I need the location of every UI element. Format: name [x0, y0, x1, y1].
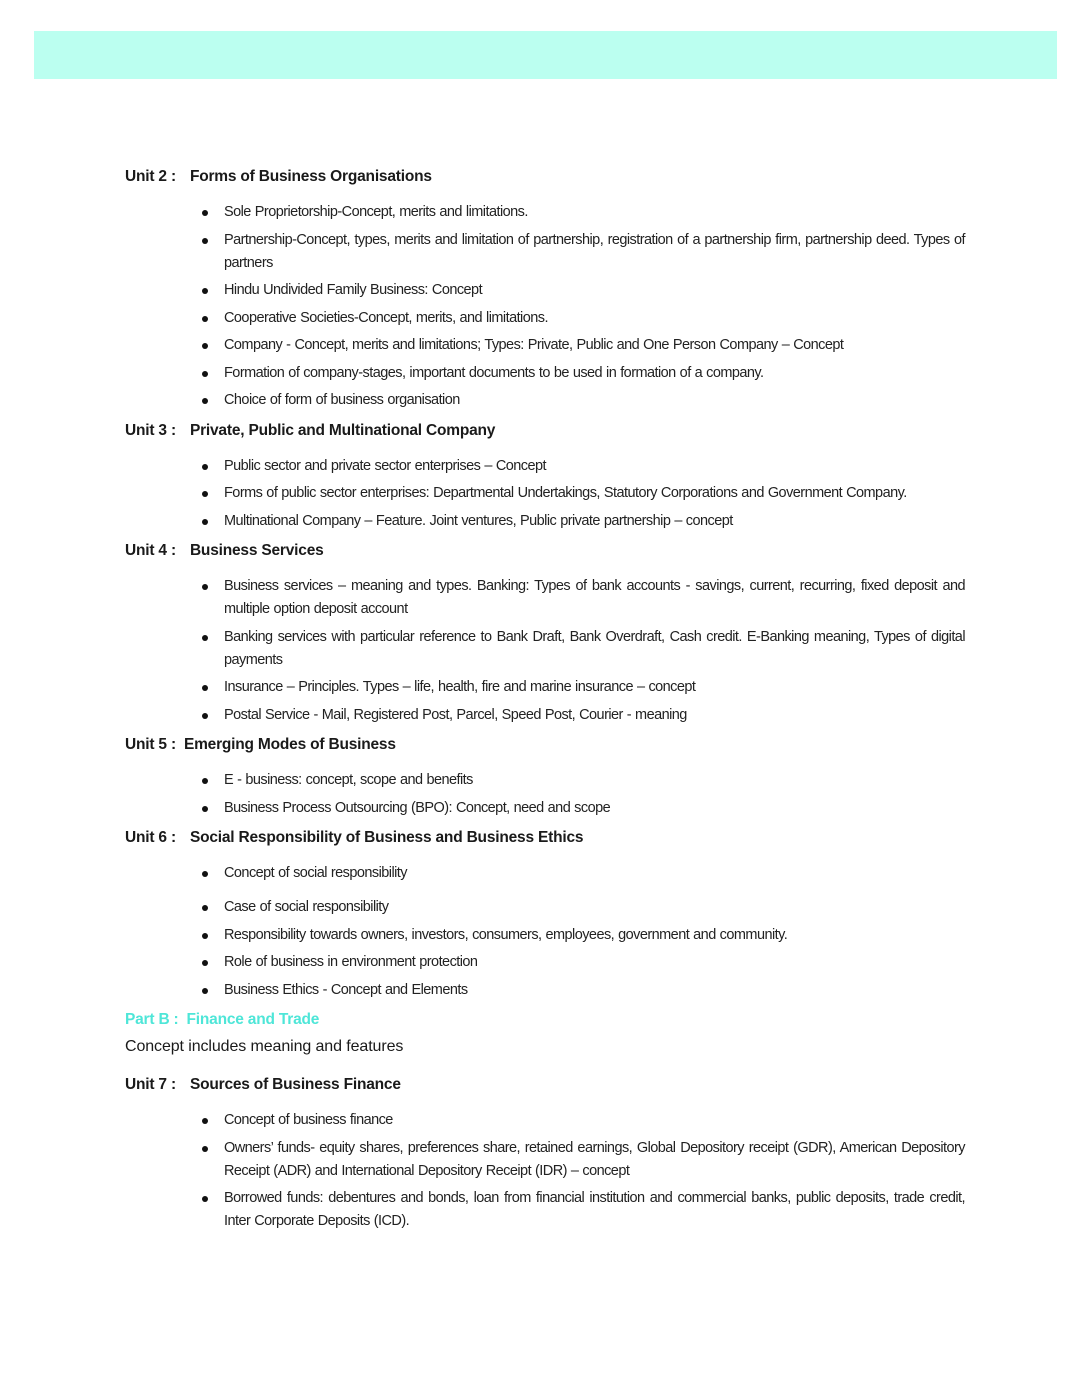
list-item: Business Ethics - Concept and Elements	[224, 979, 965, 1002]
list-item: Public sector and private sector enterprises – Concept	[224, 455, 965, 478]
list-item: Banking services with particular reference to Bank Draft, Bank Overdraft, Cash credit. E-Banking meaning, Types of digital payments	[224, 626, 965, 672]
list-item: Partnership-Concept, types, merits and limitation of partnership, registration of a partnership firm, partnership deed. Types of partners	[224, 229, 965, 275]
unit-title: Sources of Business Finance	[189, 1076, 401, 1093]
list-item: Case of social responsibility	[224, 896, 965, 919]
list-item: Postal Service - Mail, Registered Post, Parcel, Speed Post, Courier - meaning	[224, 704, 965, 727]
list-item: Formation of company-stages, important documents to be used in formation of a company.	[224, 362, 965, 385]
syllabus-content	[125, 165, 965, 1240]
unit-title: Social Responsibility of Business and Business Ethics	[189, 829, 584, 846]
topic-list	[125, 862, 965, 1002]
unit-heading	[125, 1073, 965, 1096]
part-title: Finance and Trade	[186, 1011, 320, 1028]
unit-label: Unit 4 :	[125, 542, 176, 559]
list-item: Concept of business finance	[224, 1109, 965, 1132]
unit-4-section	[125, 539, 965, 727]
header-bar	[34, 31, 1057, 79]
list-item: Multinational Company – Feature. Joint ventures, Public private partnership – concept	[224, 510, 965, 533]
unit-heading	[125, 165, 965, 188]
unit-title: Business Services	[189, 542, 324, 559]
unit-title: Emerging Modes of Business	[183, 736, 396, 753]
unit-heading	[125, 733, 965, 756]
unit-7-section	[125, 1073, 965, 1233]
list-item: Role of business in environment protection	[224, 951, 965, 974]
unit-title: Forms of Business Organisations	[189, 168, 432, 185]
topic-list	[125, 201, 965, 412]
unit-5-section	[125, 733, 965, 820]
part-note: Concept includes meaning and features	[125, 1038, 404, 1055]
list-item: Hindu Undivided Family Business: Concept	[224, 279, 965, 302]
list-item: Insurance – Principles. Types – life, health, fire and marine insurance – concept	[224, 676, 965, 699]
list-item: Cooperative Societies-Concept, merits, and limitations.	[224, 307, 965, 330]
part-heading	[125, 1008, 965, 1031]
part-label: Part B :	[125, 1011, 179, 1028]
part-b-section	[125, 1008, 965, 1058]
unit-label: Unit 7 :	[125, 1076, 176, 1093]
topic-list	[125, 575, 965, 727]
unit-heading	[125, 419, 965, 442]
list-item: Choice of form of business organisation	[224, 389, 965, 412]
list-item: Owners’ funds- equity shares, preferences share, retained earnings, Global Depository receipt (GDR), American Depository Receipt (ADR) and International Depository Receipt (IDR) – concept	[224, 1137, 965, 1183]
list-item: Concept of social responsibility	[224, 862, 965, 885]
unit-heading	[125, 826, 965, 849]
unit-3-section	[125, 419, 965, 533]
unit-label: Unit 2 :	[125, 168, 176, 185]
list-item: Forms of public sector enterprises: Departmental Undertakings, Statutory Corporations and Government Company.	[224, 482, 965, 505]
unit-label: Unit 5 :	[125, 736, 176, 753]
list-item: E - business: concept, scope and benefits	[224, 769, 965, 792]
topic-list	[125, 1109, 965, 1233]
list-item: Business services – meaning and types. Banking: Types of bank accounts - savings, current, recurring, fixed deposit and multiple option deposit account	[224, 575, 965, 621]
list-item: Borrowed funds: debentures and bonds, loan from financial institution and commercial banks, public deposits, trade credit, Inter Corporate Deposits (ICD).	[224, 1187, 965, 1233]
list-item: Business Process Outsourcing (BPO): Concept, need and scope	[224, 797, 965, 820]
unit-title: Private, Public and Multinational Company	[189, 421, 496, 439]
unit-6-section	[125, 826, 965, 1002]
unit-label: Unit 6 :	[125, 829, 176, 846]
unit-label: Unit 3 :	[125, 421, 176, 439]
unit-2-section	[125, 165, 965, 412]
list-item: Responsibility towards owners, investors, consumers, employees, government and community.	[224, 924, 965, 947]
list-item: Sole Proprietorship-Concept, merits and limitations.	[224, 201, 965, 224]
unit-heading	[125, 539, 965, 562]
topic-list	[125, 455, 965, 533]
list-item: Company - Concept, merits and limitations; Types: Private, Public and One Person Company – Concept	[224, 334, 965, 357]
topic-list	[125, 769, 965, 820]
